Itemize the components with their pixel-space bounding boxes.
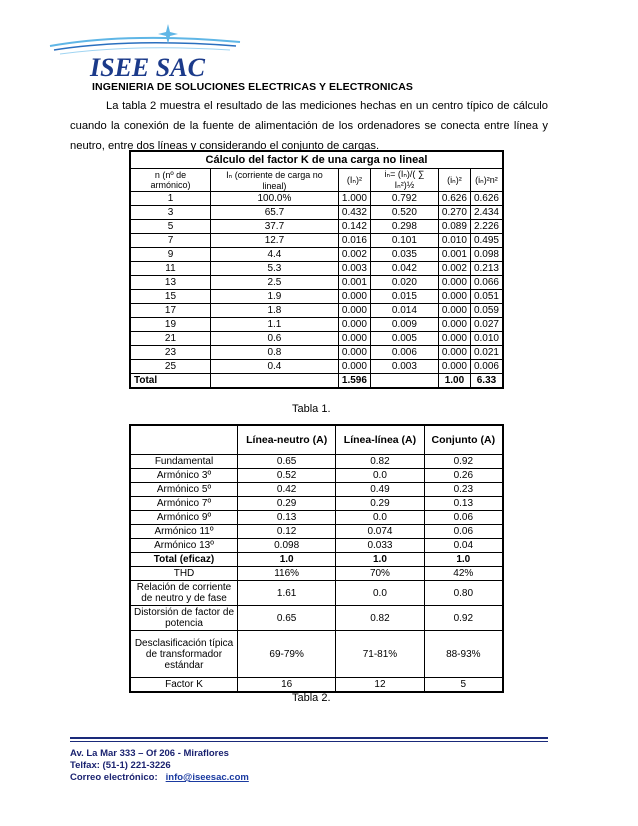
total-norm2: 1.00 bbox=[438, 374, 470, 389]
table1-cell: 1.9 bbox=[210, 290, 338, 304]
table2-caption: Tabla 2. bbox=[292, 692, 331, 704]
col-k: (iₙ)²n² bbox=[470, 169, 503, 192]
table2-cell: 0.26 bbox=[424, 469, 503, 483]
table1-cell: 0.027 bbox=[470, 318, 503, 332]
table1-cell: 0.014 bbox=[370, 304, 438, 318]
table2-cell: 1.0 bbox=[238, 553, 336, 567]
table2-row bbox=[130, 455, 503, 469]
table1-cell: 1.8 bbox=[210, 304, 338, 318]
table1-cell: 0.010 bbox=[470, 332, 503, 346]
table1-cell: 0.495 bbox=[470, 234, 503, 248]
table1-cell: 9 bbox=[130, 248, 210, 262]
table1-row bbox=[130, 318, 503, 332]
table2-cell: 0.92 bbox=[424, 606, 503, 631]
table2-cell: 0.80 bbox=[424, 581, 503, 606]
col-in2: (Iₙ)² bbox=[338, 169, 370, 192]
table1-cell: 0.089 bbox=[438, 220, 470, 234]
table1-cell: 23 bbox=[130, 346, 210, 360]
table2-cell: 0.52 bbox=[238, 469, 336, 483]
table1-cell: 7 bbox=[130, 234, 210, 248]
table1-cell: 0.059 bbox=[470, 304, 503, 318]
table2-cell: 12 bbox=[336, 678, 424, 693]
footer-email-link[interactable]: info@iseesac.com bbox=[165, 772, 249, 783]
table2-row bbox=[130, 553, 503, 567]
table1-cell: 0.006 bbox=[470, 360, 503, 374]
table1-cell: 0.016 bbox=[338, 234, 370, 248]
table1-row bbox=[130, 234, 503, 248]
table1-cell: 0.098 bbox=[470, 248, 503, 262]
table2-cell: 0.29 bbox=[238, 497, 336, 511]
table1-cell: 100.0% bbox=[210, 192, 338, 206]
intro-paragraph: La tabla 2 muestra el resultado de las mediciones hechas en un centro típico de cálculo cuando la conexión de la fuente de alimentación de los ordenadores se conecta entre línea y neutro, entre dos líneas y considerando el conjunto de cargas. bbox=[70, 100, 548, 152]
table1-cell: 37.7 bbox=[210, 220, 338, 234]
table1-cell: 0.142 bbox=[338, 220, 370, 234]
table1-cell: 17 bbox=[130, 304, 210, 318]
table1-cell: 0.4 bbox=[210, 360, 338, 374]
table2-cell: 0.49 bbox=[336, 483, 424, 497]
table1-cell: 1.000 bbox=[338, 192, 370, 206]
table1-cell: 65.7 bbox=[210, 206, 338, 220]
table1-cell: 0.021 bbox=[470, 346, 503, 360]
table1-cell: 0.001 bbox=[338, 276, 370, 290]
footer-rule-thin bbox=[70, 741, 548, 742]
table1-cell: 0.000 bbox=[438, 290, 470, 304]
footer bbox=[70, 748, 249, 784]
table1-row bbox=[130, 220, 503, 234]
table1-cell: 0.626 bbox=[438, 192, 470, 206]
table2-cell: 0.0 bbox=[336, 469, 424, 483]
table2-row-label: Armónico 3º bbox=[130, 469, 238, 483]
table2-cell: 0.82 bbox=[336, 455, 424, 469]
table2-cell: 0.06 bbox=[424, 525, 503, 539]
table2-cell: 88-93% bbox=[424, 631, 503, 678]
table1-cell: 0.6 bbox=[210, 332, 338, 346]
table2-row bbox=[130, 483, 503, 497]
table1-cell: 0.020 bbox=[370, 276, 438, 290]
table1-row bbox=[130, 332, 503, 346]
table1-cell: 0.005 bbox=[370, 332, 438, 346]
footer-address: Av. La Mar 333 – Of 206 - Miraflores bbox=[70, 748, 229, 759]
table1-cell: 13 bbox=[130, 276, 210, 290]
table1-row bbox=[130, 276, 503, 290]
table1-cell: 0.432 bbox=[338, 206, 370, 220]
total-label: Total bbox=[130, 374, 210, 389]
table2-cell: 1.0 bbox=[424, 553, 503, 567]
table1-cell: 0.000 bbox=[438, 360, 470, 374]
table2-cell: 42% bbox=[424, 567, 503, 581]
table1-cell: 0.042 bbox=[370, 262, 438, 276]
table1-title: Cálculo del factor K de una carga no lineal bbox=[130, 151, 503, 169]
col-norm: iₙ= (Iₙ)/( ∑ Iₙ²)½ bbox=[370, 169, 438, 192]
table1-cell: 12.7 bbox=[210, 234, 338, 248]
table2-row bbox=[130, 497, 503, 511]
table1-cell: 0.792 bbox=[370, 192, 438, 206]
table1-cell: 0.000 bbox=[338, 360, 370, 374]
table2-row-label: Relación de corriente de neutro y de fase bbox=[130, 581, 238, 606]
table1-cell: 0.626 bbox=[470, 192, 503, 206]
table2-row-label: Desclasificación típica de transformador estándar bbox=[130, 631, 238, 678]
table2-row bbox=[130, 631, 503, 678]
table2-row bbox=[130, 678, 503, 693]
table1-row bbox=[130, 192, 503, 206]
table2-cell: 0.13 bbox=[238, 511, 336, 525]
table1-cell: 0.002 bbox=[338, 248, 370, 262]
table1-cell: 5.3 bbox=[210, 262, 338, 276]
table2-cell: 0.65 bbox=[238, 606, 336, 631]
table2-cell: 0.074 bbox=[336, 525, 424, 539]
table1-cell: 0.000 bbox=[438, 318, 470, 332]
table2-row bbox=[130, 525, 503, 539]
table2-cell: 0.04 bbox=[424, 539, 503, 553]
table1-cell: 4.4 bbox=[210, 248, 338, 262]
table1-row bbox=[130, 360, 503, 374]
table1-row bbox=[130, 248, 503, 262]
table2-cell: 0.033 bbox=[336, 539, 424, 553]
table2-cell: 1.0 bbox=[336, 553, 424, 567]
table1-cell: 0.213 bbox=[470, 262, 503, 276]
table2-cell: 0.098 bbox=[238, 539, 336, 553]
table2-cell: 16 bbox=[238, 678, 336, 693]
table1-cell: 0.066 bbox=[470, 276, 503, 290]
table1-caption: Tabla 1. bbox=[292, 403, 331, 415]
table1-row bbox=[130, 206, 503, 220]
table1-cell: 0.8 bbox=[210, 346, 338, 360]
table1-cell: 0.006 bbox=[370, 346, 438, 360]
table2-row bbox=[130, 606, 503, 631]
table1-cell: 0.000 bbox=[438, 304, 470, 318]
table2-row-label: Armónico 9º bbox=[130, 511, 238, 525]
table1-row bbox=[130, 262, 503, 276]
table1-cell: 0.051 bbox=[470, 290, 503, 304]
svg-text:ISEE SAC: ISEE SAC bbox=[90, 53, 205, 82]
table2-row-label: Armónico 5º bbox=[130, 483, 238, 497]
table1-cell: 0.000 bbox=[338, 346, 370, 360]
footer-rule bbox=[70, 737, 548, 739]
table2-cell: 0.23 bbox=[424, 483, 503, 497]
col-linea-linea: Línea-línea (A) bbox=[336, 425, 424, 455]
table2-cell: 0.82 bbox=[336, 606, 424, 631]
table2-row bbox=[130, 567, 503, 581]
table1-cell: 15 bbox=[130, 290, 210, 304]
col-in: Iₙ (corriente de carga no lineal) bbox=[210, 169, 338, 192]
table1-cell: 0.298 bbox=[370, 220, 438, 234]
footer-email-label: Correo electrónico: bbox=[70, 772, 158, 783]
table1-cell: 21 bbox=[130, 332, 210, 346]
table1-cell: 0.003 bbox=[338, 262, 370, 276]
table1-cell: 0.000 bbox=[338, 304, 370, 318]
table1-cell: 0.002 bbox=[438, 262, 470, 276]
table2-cell: 0.42 bbox=[238, 483, 336, 497]
table2-row-label: Armónico 7º bbox=[130, 497, 238, 511]
table1-cell: 19 bbox=[130, 318, 210, 332]
table2-cell: 69-79% bbox=[238, 631, 336, 678]
total-in2: 1.596 bbox=[338, 374, 370, 389]
table1-cell: 0.520 bbox=[370, 206, 438, 220]
table2-row-label: Total (eficaz) bbox=[130, 553, 238, 567]
table1-cell: 11 bbox=[130, 262, 210, 276]
table1-cell: 1 bbox=[130, 192, 210, 206]
table2-cell: 0.13 bbox=[424, 497, 503, 511]
table2-row-label: Distorsión de factor de potencia bbox=[130, 606, 238, 631]
table1-row bbox=[130, 346, 503, 360]
k-factor-table bbox=[129, 150, 504, 389]
total-k: 6.33 bbox=[470, 374, 503, 389]
table2-cell: 0.92 bbox=[424, 455, 503, 469]
table2-cell: 0.0 bbox=[336, 511, 424, 525]
table2-row bbox=[130, 511, 503, 525]
table2-row-label: THD bbox=[130, 567, 238, 581]
table1-cell: 0.000 bbox=[338, 318, 370, 332]
table2-cell: 71-81% bbox=[336, 631, 424, 678]
table2-cell: 0.29 bbox=[336, 497, 424, 511]
table2-cell: 5 bbox=[424, 678, 503, 693]
table1-cell: 0.000 bbox=[338, 290, 370, 304]
col-n: n (nº de armónico) bbox=[130, 169, 210, 192]
table1-cell: 0.000 bbox=[438, 346, 470, 360]
table2-row-label: Armónico 11º bbox=[130, 525, 238, 539]
table1-cell: 0.000 bbox=[338, 332, 370, 346]
footer-phone: Telfax: (51-1) 221-3226 bbox=[70, 760, 171, 771]
table2-row bbox=[130, 539, 503, 553]
table1-cell: 0.010 bbox=[438, 234, 470, 248]
table1-row bbox=[130, 290, 503, 304]
table2-cell: 0.65 bbox=[238, 455, 336, 469]
company-name: INGENIERIA DE SOLUCIONES ELECTRICAS Y ELECTRONICAS bbox=[92, 81, 414, 93]
table2-row bbox=[130, 581, 503, 606]
table1-cell: 0.035 bbox=[370, 248, 438, 262]
table1-cell: 0.101 bbox=[370, 234, 438, 248]
table1-cell: 2.226 bbox=[470, 220, 503, 234]
table1-cell: 0.270 bbox=[438, 206, 470, 220]
table1-cell: 0.001 bbox=[438, 248, 470, 262]
table1-row bbox=[130, 304, 503, 318]
table1-cell: 5 bbox=[130, 220, 210, 234]
table2-cell: 0.06 bbox=[424, 511, 503, 525]
col-conjunto: Conjunto (A) bbox=[424, 425, 503, 455]
measurements-table bbox=[129, 424, 504, 693]
table2-cell: 0.12 bbox=[238, 525, 336, 539]
table2-row-label: Fundamental bbox=[130, 455, 238, 469]
table1-cell: 0.003 bbox=[370, 360, 438, 374]
table1-cell: 1.1 bbox=[210, 318, 338, 332]
table1-cell: 0.009 bbox=[370, 318, 438, 332]
table1-cell: 2.434 bbox=[470, 206, 503, 220]
col-linea-neutro: Línea-neutro (A) bbox=[238, 425, 336, 455]
table2-row bbox=[130, 469, 503, 483]
table2-cell: 70% bbox=[336, 567, 424, 581]
table2-cell: 116% bbox=[238, 567, 336, 581]
table1-cell: 0.015 bbox=[370, 290, 438, 304]
table1-cell: 2.5 bbox=[210, 276, 338, 290]
table2-cell: 1.61 bbox=[238, 581, 336, 606]
table2-row-label: Factor K bbox=[130, 678, 238, 693]
col-norm2: (iₙ)² bbox=[438, 169, 470, 192]
table1-cell: 0.000 bbox=[438, 276, 470, 290]
table1-cell: 25 bbox=[130, 360, 210, 374]
table1-cell: 3 bbox=[130, 206, 210, 220]
table2-row-label: Armónico 13º bbox=[130, 539, 238, 553]
table2-cell: 0.0 bbox=[336, 581, 424, 606]
table1-cell: 0.000 bbox=[438, 332, 470, 346]
